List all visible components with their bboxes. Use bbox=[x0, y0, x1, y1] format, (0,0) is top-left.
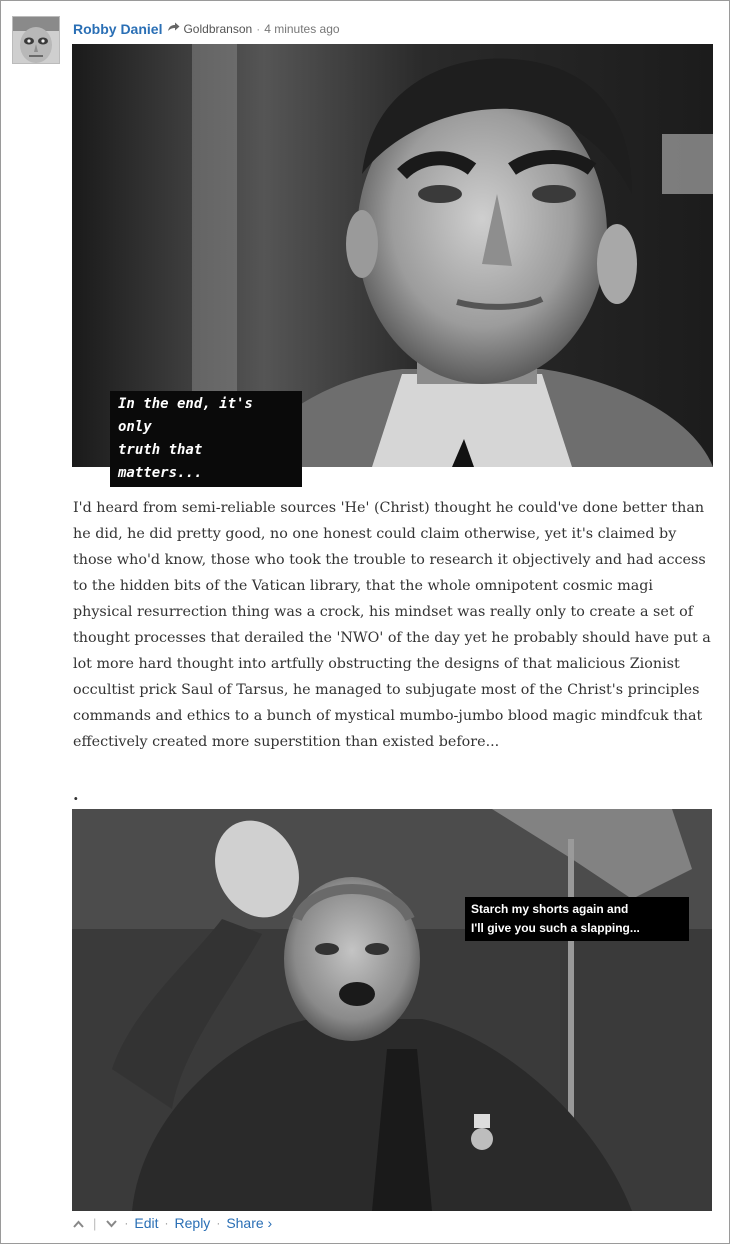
edit-button[interactable]: Edit bbox=[134, 1215, 159, 1231]
author-name[interactable]: Robby Daniel bbox=[73, 21, 163, 37]
reply-arrow-icon bbox=[167, 20, 180, 38]
image-caption-2 bbox=[465, 897, 689, 941]
image-caption-1 bbox=[110, 391, 302, 487]
action-separator: · bbox=[216, 1216, 221, 1230]
reply-button[interactable]: Reply bbox=[174, 1215, 211, 1231]
vote-divider: | bbox=[93, 1215, 97, 1231]
portrait-photo-2 bbox=[72, 809, 712, 1211]
header-separator: · bbox=[256, 22, 261, 36]
upvote-button[interactable] bbox=[71, 1215, 85, 1231]
trailing-dot: . bbox=[73, 785, 79, 804]
chevron-up-icon bbox=[73, 1220, 84, 1228]
action-separator: · bbox=[164, 1216, 169, 1230]
chevron-down-icon bbox=[106, 1220, 117, 1228]
action-separator: · bbox=[124, 1216, 129, 1230]
caption-1-line-1: In the end, it's only bbox=[118, 396, 253, 435]
downvote-button[interactable] bbox=[104, 1215, 118, 1231]
comment-image-1[interactable] bbox=[72, 44, 713, 481]
comment-header bbox=[73, 19, 340, 39]
share-button[interactable]: Share › bbox=[226, 1215, 273, 1231]
caption-2-line-1: Starch my shorts again and bbox=[471, 902, 629, 916]
caption-2-line-2: I'll give you such a slapping... bbox=[471, 921, 640, 935]
avatar-image bbox=[13, 17, 59, 63]
comment-image-2[interactable] bbox=[72, 809, 712, 1211]
comment-body: I'd heard from semi-reliable sources 'He' (Christ) thought he could've done better than he did, he did pretty good, no one honest could claim otherwise, yet it's claimed by those who'd know, those who took the trouble to research it objectively and had access to the hidden bits of the Vatican library, that the whole omnipotent cosmic magi physical resurrection thing was a crock, his mindset was really only to create a set of thought processes that derailed the 'NWO' of the day yet he probably should have put a lot more hard thought into artfully obstructing the designs of that malicious Zionist occultist prick Saul of Tarsus, he managed to subjugate most of the Christ's principles commands and ethics to a bunch of mystical mumbo-jumbo blood magic mindfcuk that effectively created more superstition than existed before... bbox=[73, 500, 711, 750]
comment-actions bbox=[71, 1215, 272, 1231]
reply-to-user[interactable]: Goldbranson bbox=[183, 22, 253, 36]
avatar[interactable] bbox=[12, 16, 60, 64]
caption-1-line-2: truth that matters... bbox=[118, 442, 203, 481]
timestamp[interactable]: 4 minutes ago bbox=[264, 22, 340, 36]
